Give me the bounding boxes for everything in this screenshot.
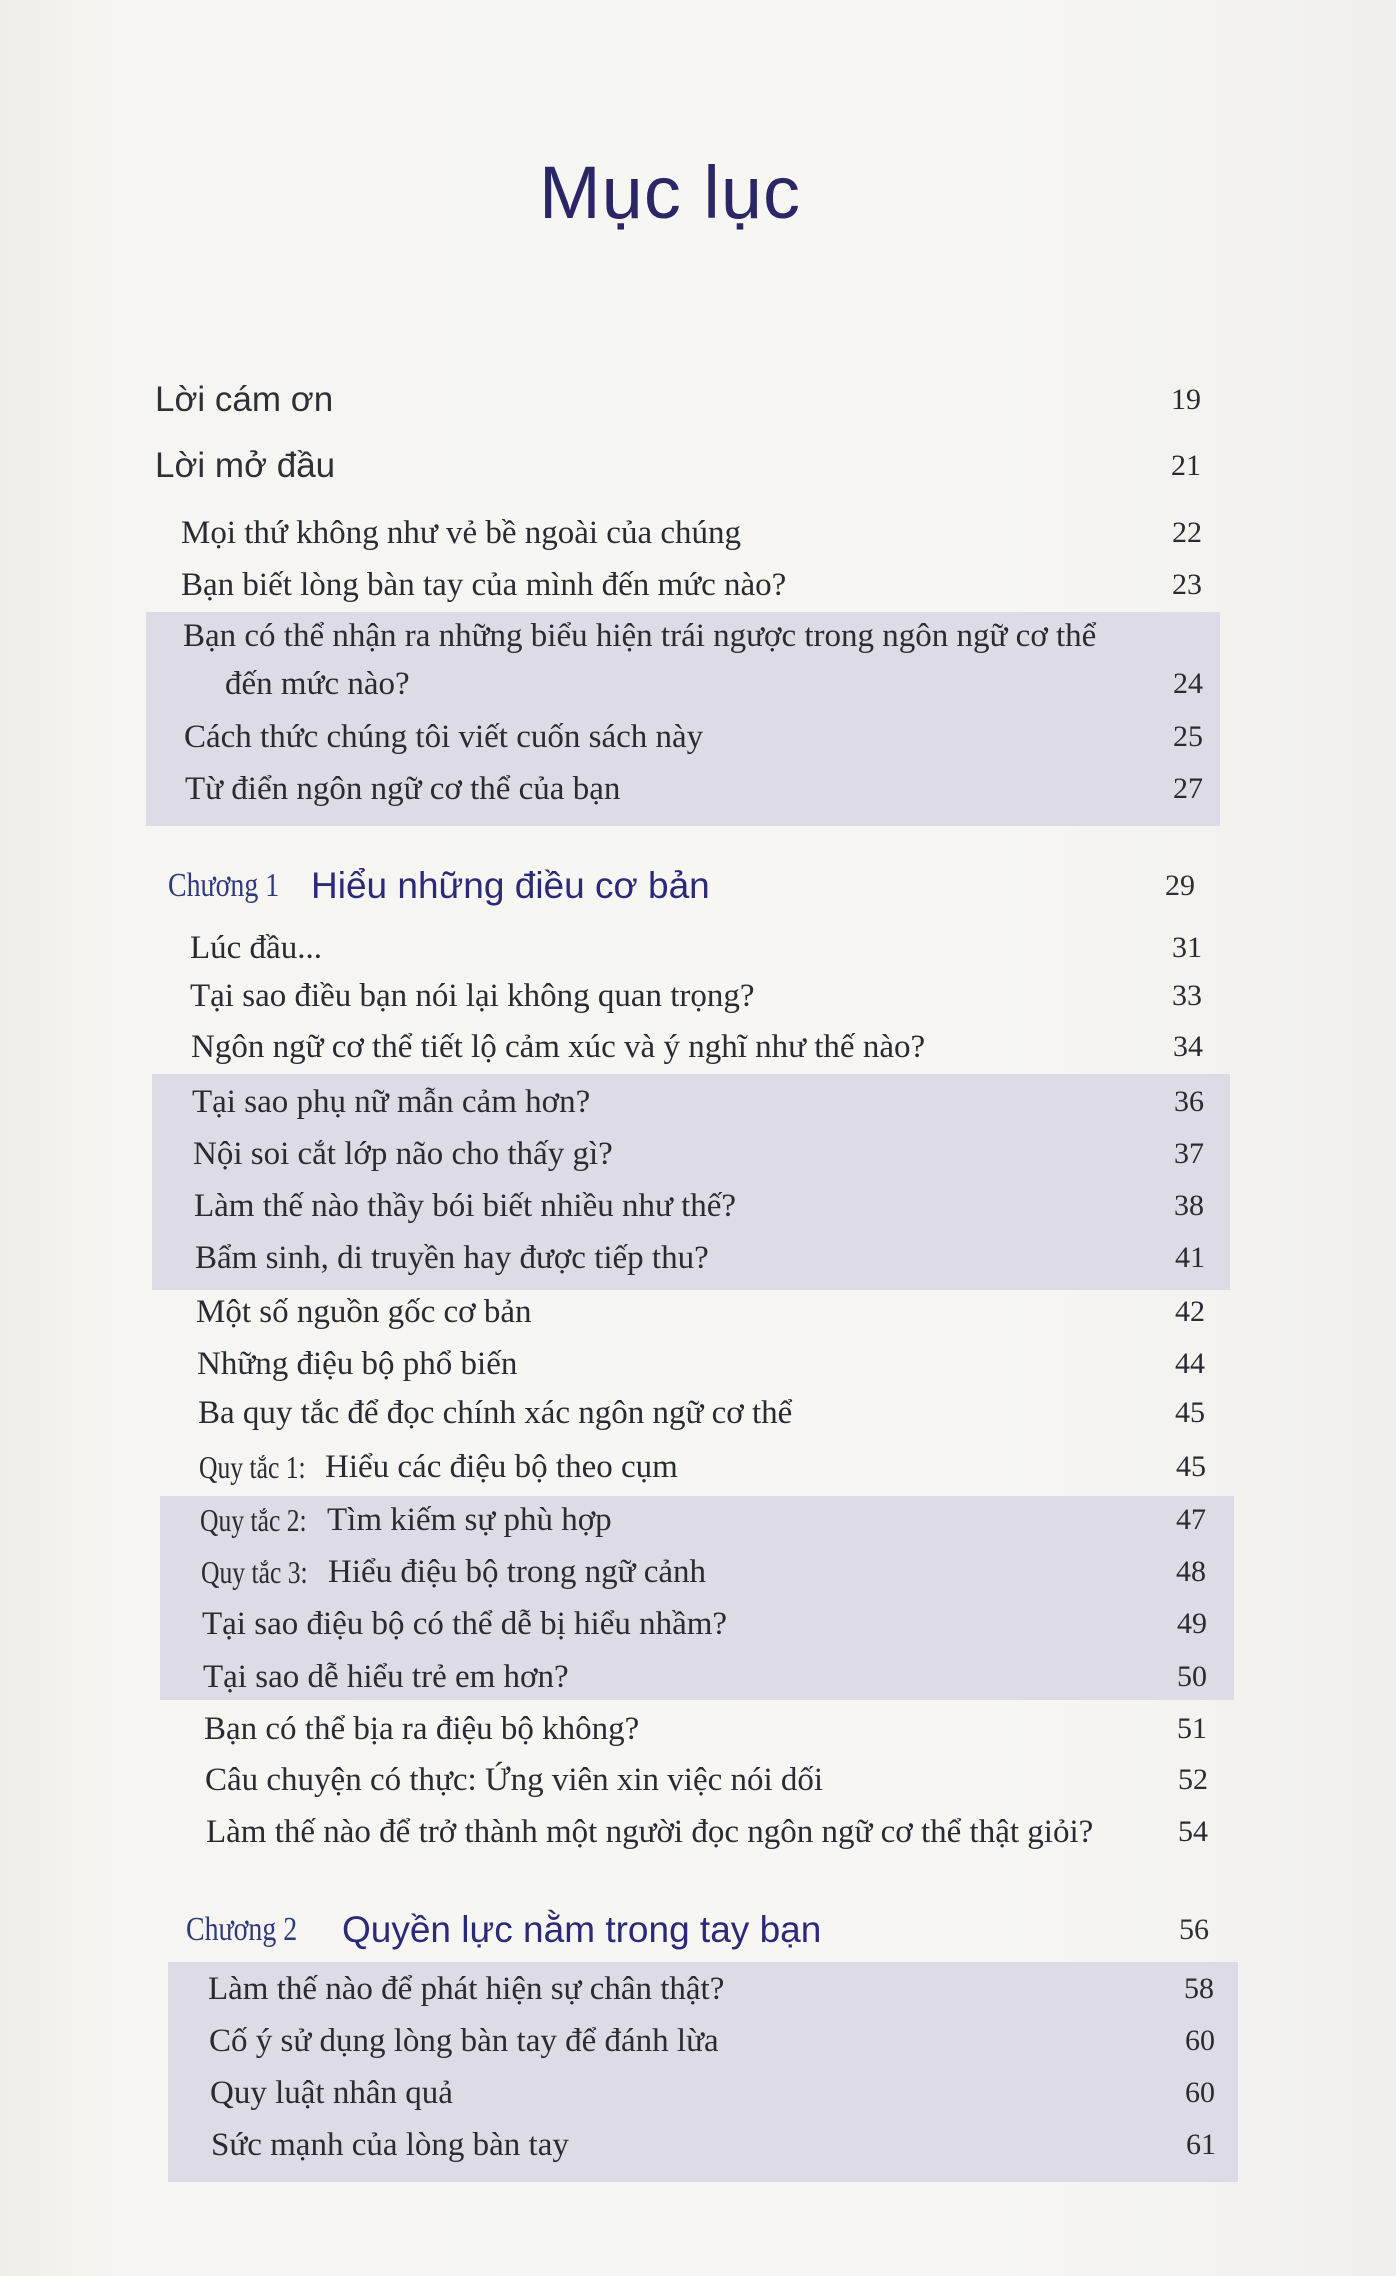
chapter-page: 29 xyxy=(1165,869,1195,902)
toc-entry-page: 34 xyxy=(1173,1030,1203,1063)
toc-entry-title: Lúc đầu... xyxy=(190,929,322,966)
toc-entry-title: Tại sao phụ nữ mẫn cảm hơn? xyxy=(192,1083,591,1120)
toc-entry xyxy=(155,376,1205,424)
toc-entry-page: 41 xyxy=(1175,1241,1205,1274)
toc-entry-page: 22 xyxy=(1172,516,1202,549)
toc-entry-title: Lời mở đầu xyxy=(155,446,336,485)
chapter-label: Chương 1 xyxy=(168,867,280,904)
toc-entry xyxy=(155,442,1205,490)
toc-entry-title: Lời cám ơn xyxy=(155,380,334,419)
toc-entry-title: Tại sao điều bạn nói lại không quan trọng? xyxy=(190,977,755,1014)
toc-entry-title: Ngôn ngữ cơ thể tiết lộ cảm xúc và ý nghĩ như thế nào? xyxy=(191,1028,926,1065)
toc-entry-title: Một số nguồn gốc cơ bản xyxy=(196,1293,532,1330)
toc-entry-title: Ba quy tắc để đọc chính xác ngôn ngữ cơ thể xyxy=(198,1394,793,1431)
toc-entry-page: 21 xyxy=(1171,449,1201,482)
toc-entry-page: 50 xyxy=(1177,1660,1207,1693)
toc-entry-page: 37 xyxy=(1174,1137,1204,1170)
toc-entry-page: 54 xyxy=(1178,1815,1208,1848)
toc-entry-title: Nội soi cắt lớp não cho thấy gì? xyxy=(193,1135,613,1172)
chapter-page: 56 xyxy=(1179,1913,1209,1946)
toc-entry-page: 42 xyxy=(1175,1295,1205,1328)
toc-entry-page: 58 xyxy=(1184,1972,1214,2005)
toc-entry-title: Tại sao điệu bộ có thể dễ bị hiểu nhầm? xyxy=(202,1605,728,1642)
toc-entry-title: Cố ý sử dụng lòng bàn tay để đánh lừa xyxy=(209,2022,719,2059)
toc-entry-page: 51 xyxy=(1177,1712,1207,1745)
toc-entry-page: 44 xyxy=(1175,1347,1205,1380)
toc-entry-title: Mọi thứ không như vẻ bề ngoài của chúng xyxy=(181,514,742,551)
page-title: Mục lục xyxy=(539,151,801,234)
toc-entry-page: 60 xyxy=(1185,2024,1215,2057)
toc-entry-title: Bẩm sinh, di truyền hay được tiếp thu? xyxy=(195,1239,709,1276)
toc-entry-title: Những điệu bộ phổ biến xyxy=(197,1345,518,1382)
toc-entry-title: Từ điển ngôn ngữ cơ thể của bạn xyxy=(185,770,621,807)
toc-entry-page: 60 xyxy=(1185,2076,1215,2109)
toc-entry-title: Hiểu các điệu bộ theo cụm xyxy=(325,1448,678,1485)
toc-entry-page: 36 xyxy=(1174,1085,1204,1118)
toc-entry-page: 33 xyxy=(1172,979,1202,1012)
toc-entry-page: 61 xyxy=(1186,2128,1216,2161)
toc-entry-title: Làm thế nào để trở thành một người đọc ngôn ngữ cơ thể thật giỏi? xyxy=(206,1813,1094,1850)
toc-entry-title: Câu chuyện có thực: Ứng viên xin việc nói dối xyxy=(205,1761,824,1798)
toc-entry-title: Làm thế nào thầy bói biết nhiều như thế? xyxy=(194,1187,737,1224)
toc-entry-page: 27 xyxy=(1173,772,1203,805)
rule-label: Quy tắc 1: xyxy=(199,1448,306,1485)
chapter-label: Chương 2 xyxy=(186,1911,298,1948)
toc-entry-page: 45 xyxy=(1176,1450,1206,1483)
toc-entry-title: Tìm kiếm sự phù hợp xyxy=(327,1501,612,1538)
toc-entry-page: 52 xyxy=(1178,1763,1208,1796)
toc-entry-title: Sức mạnh của lòng bàn tay xyxy=(211,2126,569,2163)
toc-entry-page: 31 xyxy=(1172,931,1202,964)
toc-entry-page: 23 xyxy=(1172,568,1202,601)
toc-entry-page: 49 xyxy=(1177,1607,1207,1640)
toc-entry-title: Bạn có thể bịa ra điệu bộ không? xyxy=(204,1710,640,1747)
toc-entry-title: Bạn biết lòng bàn tay của mình đến mức nào? xyxy=(181,566,787,603)
toc-entry-page: 25 xyxy=(1173,720,1203,753)
toc-entry-page: 19 xyxy=(1171,383,1201,416)
toc-entry-title: Hiểu điệu bộ trong ngữ cảnh xyxy=(328,1553,707,1590)
toc-entry-page: 48 xyxy=(1176,1555,1206,1588)
toc-entry-page: 47 xyxy=(1176,1503,1206,1536)
toc-entry-title-line1: Bạn có thể nhận ra những biểu hiện trái ngược trong ngôn ngữ cơ thể xyxy=(183,617,1097,654)
toc-entry-title: Cách thức chúng tôi viết cuốn sách này xyxy=(184,718,704,755)
chapter-title: Quyền lực nằm trong tay bạn xyxy=(342,1909,822,1950)
toc-entry-title-line2: đến mức nào? xyxy=(225,665,410,702)
toc-entry-page: 24 xyxy=(1173,667,1203,700)
toc-entry-page: 45 xyxy=(1175,1396,1205,1429)
toc-entry-title: Làm thế nào để phát hiện sự chân thật? xyxy=(208,1970,725,2007)
toc-entry-title: Quy luật nhân quả xyxy=(210,2074,453,2111)
toc-entry-title: Tại sao dễ hiểu trẻ em hơn? xyxy=(203,1658,569,1695)
chapter-title: Hiểu những điều cơ bản xyxy=(311,865,710,906)
rule-label: Quy tắc 2: xyxy=(200,1501,307,1538)
rule-label: Quy tắc 3: xyxy=(201,1553,308,1590)
toc-entry-page: 38 xyxy=(1174,1189,1204,1222)
